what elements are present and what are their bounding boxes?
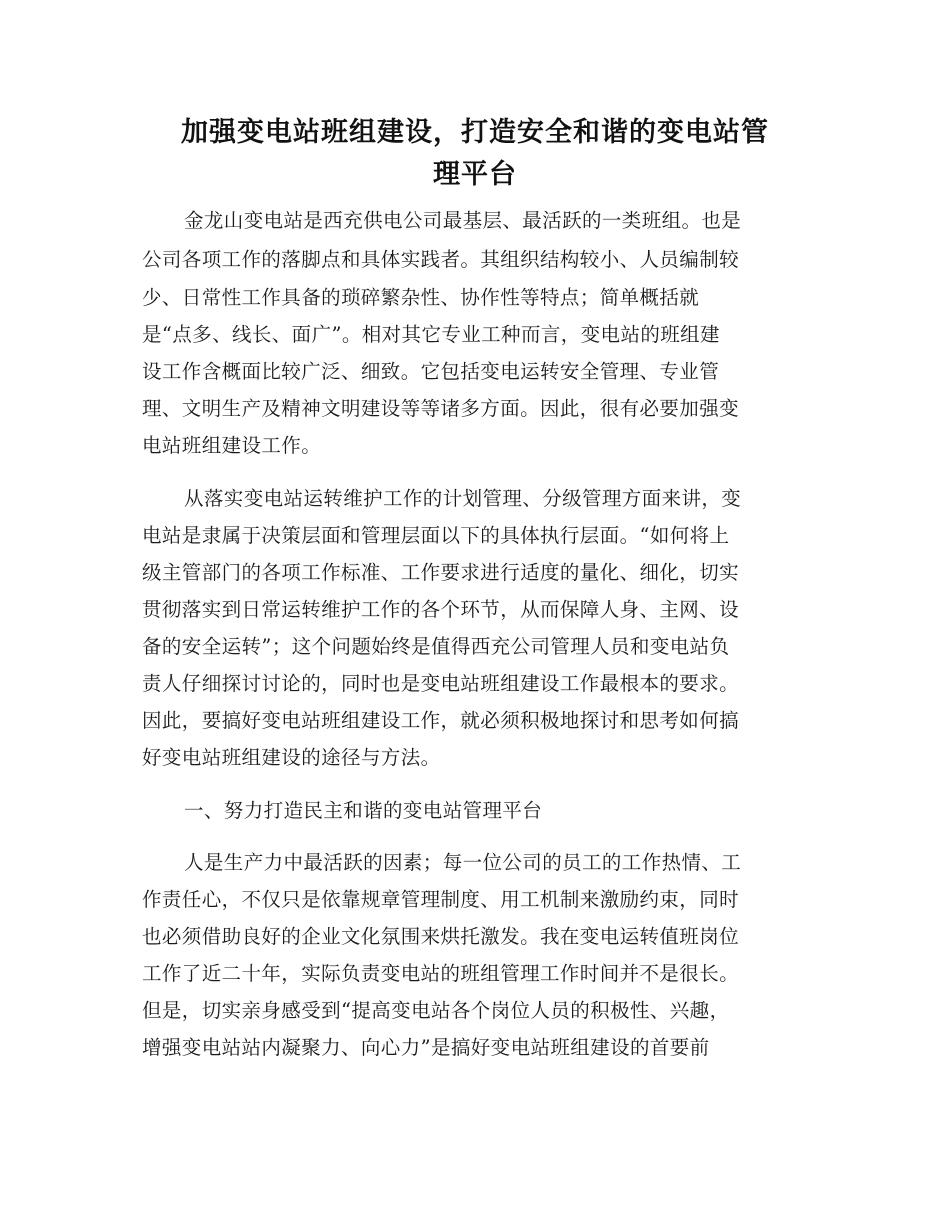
body-line: 金龙山变电站是西充供电公司最基层、最活跃的一类班组。也是 xyxy=(184,209,742,232)
body-line: 作责任心，不仅只是依靠规章管理制度、用工机制来激励约束，同时 xyxy=(142,888,740,911)
body-line: 工作了近二十年，实际负责变电站的班组管理工作时间并不是很长。 xyxy=(142,962,740,985)
body-line: 好变电站班组建设的途径与方法。 xyxy=(142,746,441,769)
body-line: 增强变电站站内凝聚力、向心力”是搞好变电站班组建设的首要前 xyxy=(142,1036,710,1059)
body-line: 因此，要搞好变电站班组建设工作，就必须积极地探讨和思考如何搞 xyxy=(142,709,740,732)
body-line: 电站是隶属于决策层面和管理层面以下的具体执行层面。“如何将上 xyxy=(142,524,730,547)
title-line: 理平台 xyxy=(433,159,517,190)
body-line: 但是，切实亲身感受到“提高变电站各个岗位人员的积极性、兴趣， xyxy=(142,999,730,1022)
body-line: 少、日常性工作具备的琐碎繁杂性、协作性等特点；简单概括就 xyxy=(142,286,700,309)
body-line: 公司各项工作的落脚点和具体实践者。其组织结构较小、人员编制较 xyxy=(142,248,740,271)
body-line: 电站班组建设工作。 xyxy=(142,434,322,457)
body-line: 从落实变电站运转维护工作的计划管理、分级管理方面来讲，变 xyxy=(184,487,742,510)
section-heading: 一、努力打造民主和谐的变电站管理平台 xyxy=(184,799,543,822)
body-line: 人是生产力中最活跃的因素；每一位公司的员工的工作热情、工 xyxy=(184,851,742,874)
title-line: 加强变电站班组建设，打造安全和谐的变电站管 xyxy=(181,117,769,148)
body-line: 也必须借助良好的企业文化氛围来烘托激发。我在变电运转值班岗位 xyxy=(142,925,740,948)
body-line: 是“点多、线长、面广”。相对其它专业工种而言，变电站的班组建 xyxy=(142,323,720,346)
body-line: 级主管部门的各项工作标准、工作要求进行适度的量化、细化，切实 xyxy=(142,561,740,584)
body-line: 理、文明生产及精神文明建设等等诸多方面。因此，很有必要加强变 xyxy=(142,397,740,420)
body-line: 责人仔细探讨讨论的，同时也是变电站班组建设工作最根本的要求。 xyxy=(142,672,740,695)
body-line: 设工作含概面比较广泛、细致。它包括变电运转安全管理、专业管 xyxy=(142,360,720,383)
body-line: 贯彻落实到日常运转维护工作的各个环节，从而保障人身、主网、设 xyxy=(142,598,740,621)
body-line: 备的安全运转”；这个问题始终是值得西充公司管理人员和变电站负 xyxy=(142,635,730,658)
document-title xyxy=(140,112,810,196)
